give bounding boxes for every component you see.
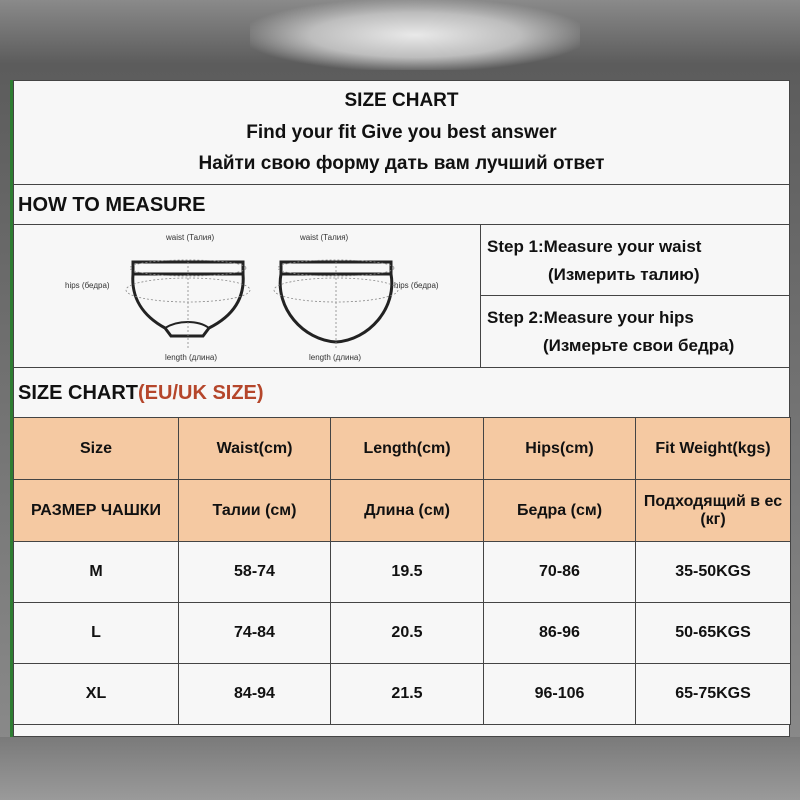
size-table [13,417,791,725]
hips-cell: 70-86 [484,542,636,603]
size-cell: L [14,603,179,664]
length-label: length (длина) [165,353,218,362]
header-cell: Длина (см) [331,480,484,542]
hips-cell: 86-96 [484,603,636,664]
size-cell: M [14,542,179,603]
header-cell: Fit Weight(kgs) [636,418,791,480]
length-cell: 20.5 [331,603,484,664]
table-row [14,664,791,725]
waist-cell: 74-84 [179,603,331,664]
how-to-measure-heading: HOW TO MEASURE [18,194,206,216]
header-cell: Бедра (см) [484,480,636,542]
hips-label: hips (бедра) [65,281,110,290]
table-header-row-ru [14,480,791,542]
header-cell: Size [14,418,179,480]
divider [13,184,790,185]
length-label: length (длина) [309,353,362,362]
header-cell: Length(cm) [331,418,484,480]
step2-ru: (Измерьте свои бедра) [543,336,735,355]
header-cell: Талии (см) [179,480,331,542]
measure-diagram [53,228,473,364]
step2-en: Step 2:Measure your hips [487,308,694,327]
background-bottom [0,737,800,800]
hips-cell: 96-106 [484,664,636,725]
header-cell: Waist(cm) [179,418,331,480]
divider [13,224,790,225]
divider [13,367,790,368]
waist-label: waist (Талия) [166,233,215,242]
divider [480,295,790,296]
size-chart-sheet [10,80,790,737]
length-cell: 21.5 [331,664,484,725]
length-cell: 19.5 [331,542,484,603]
size-chart-heading-text: SIZE CHART [18,382,138,404]
subtitle-ru: Найти свою форму дать вам лучший ответ [198,153,605,174]
step1-ru: (Измерить талию) [548,265,700,284]
weight-cell: 65-75KGS [636,664,791,725]
size-chart-heading-accent: (EU/UK SIZE) [138,382,264,404]
header-cell: РАЗМЕР ЧАШКИ [14,480,179,542]
hips-label: hips (бедра) [394,281,439,290]
page-title: SIZE CHART [344,90,459,111]
waist-label: waist (Талия) [300,233,349,242]
weight-cell: 50-65KGS [636,603,791,664]
header-cell: Hips(cm) [484,418,636,480]
header-cell: Подходящий в ес (кг) [636,480,791,542]
background-blur [250,0,580,70]
table-row [14,542,791,603]
table-header-row [14,418,791,480]
step1-en: Step 1:Measure your waist [487,237,702,256]
subtitle-en: Find your fit Give you best answer [246,122,557,143]
table-row [14,603,791,664]
waist-cell: 84-94 [179,664,331,725]
weight-cell: 35-50KGS [636,542,791,603]
brief-front-diagram [65,233,250,362]
size-chart-heading [18,382,264,405]
waist-cell: 58-74 [179,542,331,603]
brief-back-diagram [274,233,439,362]
size-cell: XL [14,664,179,725]
